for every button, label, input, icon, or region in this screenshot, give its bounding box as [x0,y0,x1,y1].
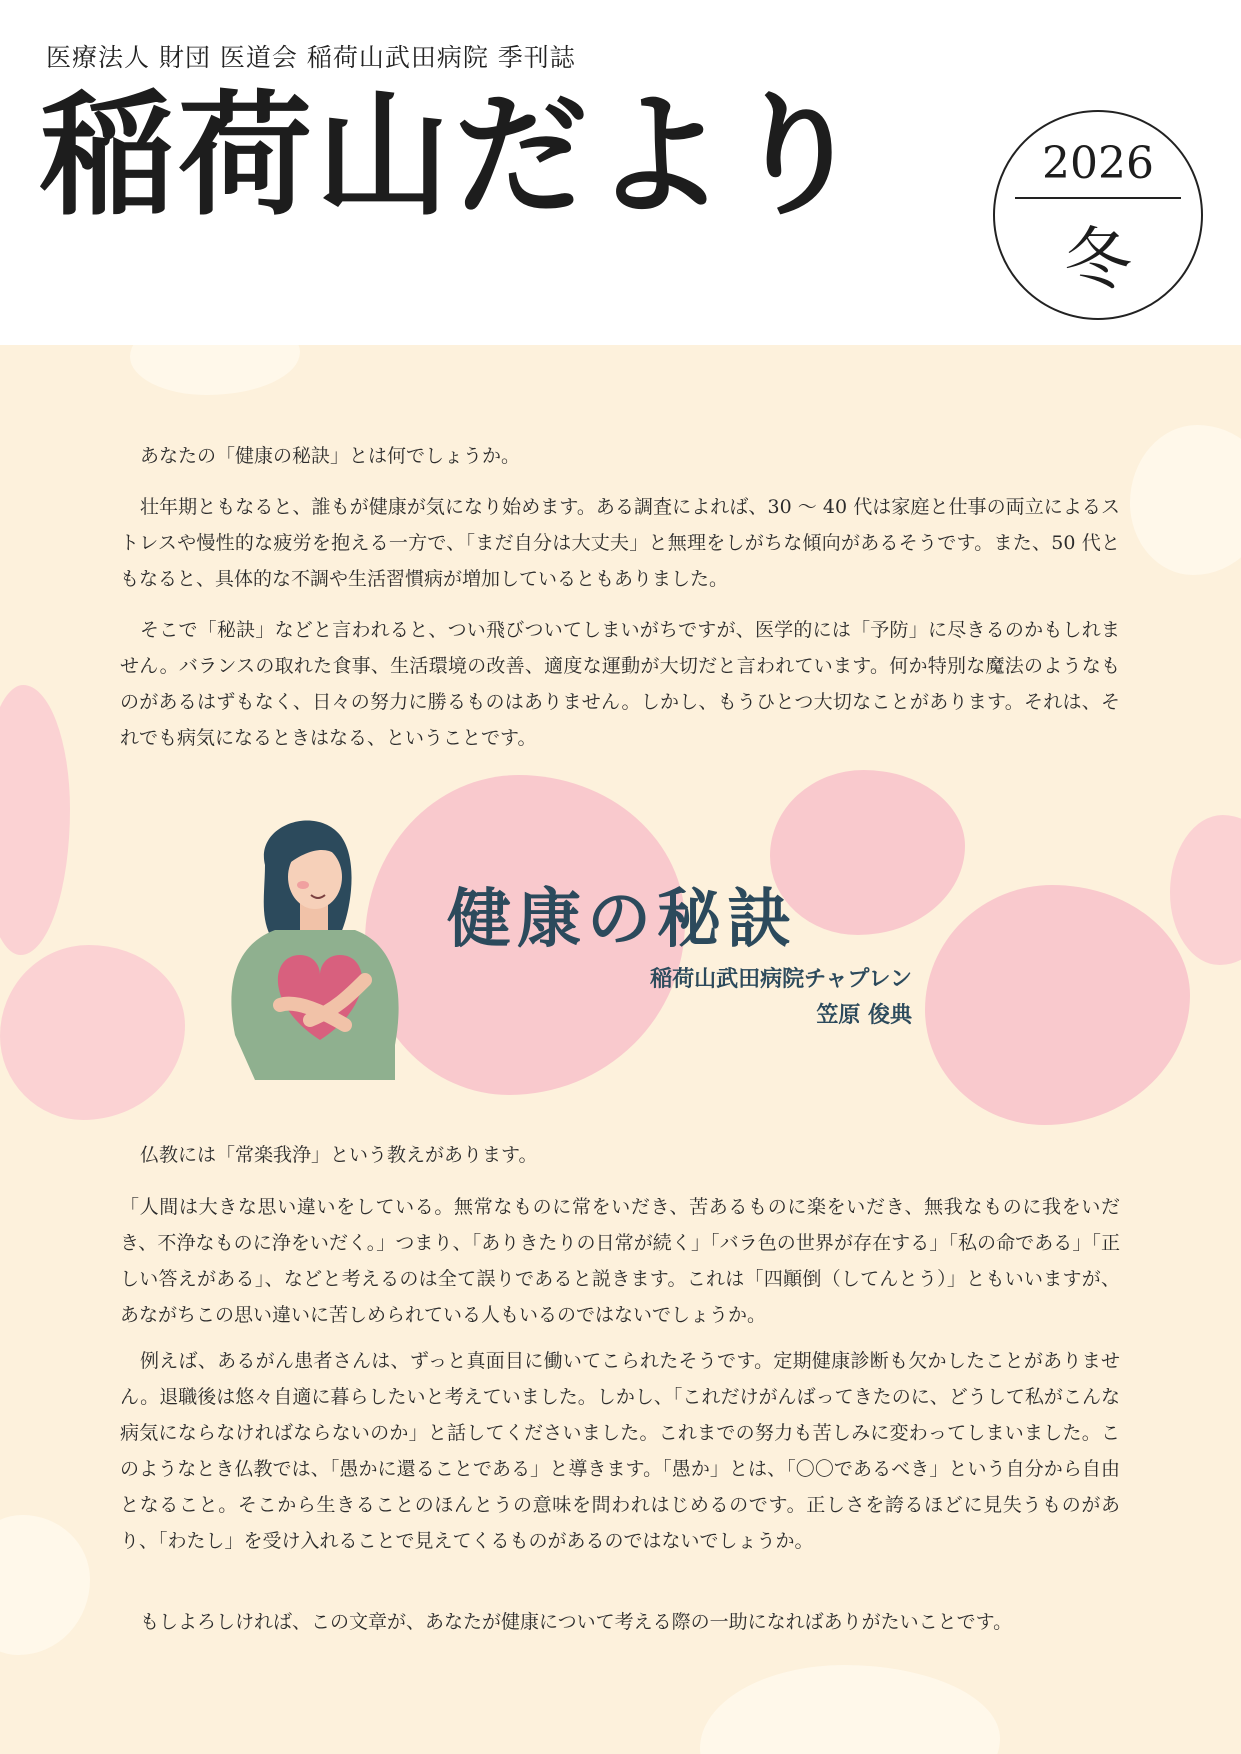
author-role: 稲荷山武田病院チャプレン [650,967,912,992]
decor-blob [1130,425,1241,575]
body-paragraph-3: 例えば、あるがん患者さんは、ずっと真面目に働いてこられたそうです。定期健康診断も欠かしたことがありません。退職後は悠々自適に暮らしたいと考えていました。しかし、「これだけがんばってきたのに、どうして私がこんな病気にならなければならないのか」と話してくださいました。これまでの努力も苦しみに変わってしまいました。このようなとき仏教では、「愚かに還ることである」と導きます。「愚か」とは、「〇〇であるべき」という自分から自由となること。そこから生きることのほんとうの意味を問われはじめるのです。正しさを誇るほどに見失うものがあり、「わたし」を受け入れることで見えてくるものがあるのではないでしょうか。 [120,1350,1120,1552]
author-name: 笠原 俊典 [816,1003,912,1028]
intro-paragraph-2: 壮年期ともなると、誰もが健康が気になり始めます。ある調査によれば、30 〜 40 代は家庭と仕事の両立によるストレスや慢性的な疲労を抱える一方で、「まだ自分は大丈夫」と無理をしがちな傾向があるそうです。また、50 代ともなると、具体的な不調や生活習慣病が増加しているともありました。 [120,496,1120,590]
intro-paragraph-3: そこで「秘訣」などと言われると、つい飛びついてしまいがちですが、医学的には「予防」に尽きるのかもしれません。バランスの取れた食事、生活環境の改善、適度な運動が大切だと言われています。何か特別な魔法のようなものがあるはずもなく、日々の努力に勝るものはありません。しかし、もうひとつ大切なことがあります。それは、それでも病気になるときはなる、ということです。 [120,619,1120,749]
decor-blob [0,945,185,1120]
woman-hugging-heart-illustration [225,805,425,1085]
body-paragraph-4: もしよろしければ、この文章が、あなたが健康について考える際の一助になればありがたいことです。 [140,1611,1013,1633]
decor-blob [770,770,965,935]
body-paragraph-1: 仏教には「常楽我浄」という教えがあります。 [140,1144,538,1166]
decor-blob [0,1515,90,1655]
decor-blob [700,1665,1000,1754]
body-paragraph-2: 「人間は大きな思い違いをしている。無常なものに常をいだき、苦あるものに楽をいだき、無我なものに我をいだき、不浄なものに浄をいだく。」つまり、「ありきたりの日常が続く」「バラ色の世界が存在する」「私の命である」「正しい答えがある」、などと考えるのは全て誤りであると説きます。これは「四顚倒（してんとう）」ともいいますが、あながちこの思い違いに苦しめられている人もいるのではないでしょうか。 [120,1196,1120,1326]
organization-line: 医療法人 財団 医道会 稲荷山武田病院 季刊誌 [46,43,576,72]
decor-blob [1170,815,1241,965]
issue-season: 冬 [1063,221,1132,300]
intro-paragraph-1: あなたの「健康の秘訣」とは何でしょうか。 [140,445,521,467]
masthead [0,0,1241,345]
cheek [297,881,309,889]
decor-blob [130,345,300,395]
decor-blob [925,885,1190,1125]
decor-blob [0,685,70,955]
badge-divider [1015,197,1181,199]
newsletter-title: 稲荷山だより [40,76,869,234]
issue-badge [993,110,1203,320]
feature-title: 健康の秘訣 [447,883,797,957]
issue-year: 2026 [1042,138,1154,189]
